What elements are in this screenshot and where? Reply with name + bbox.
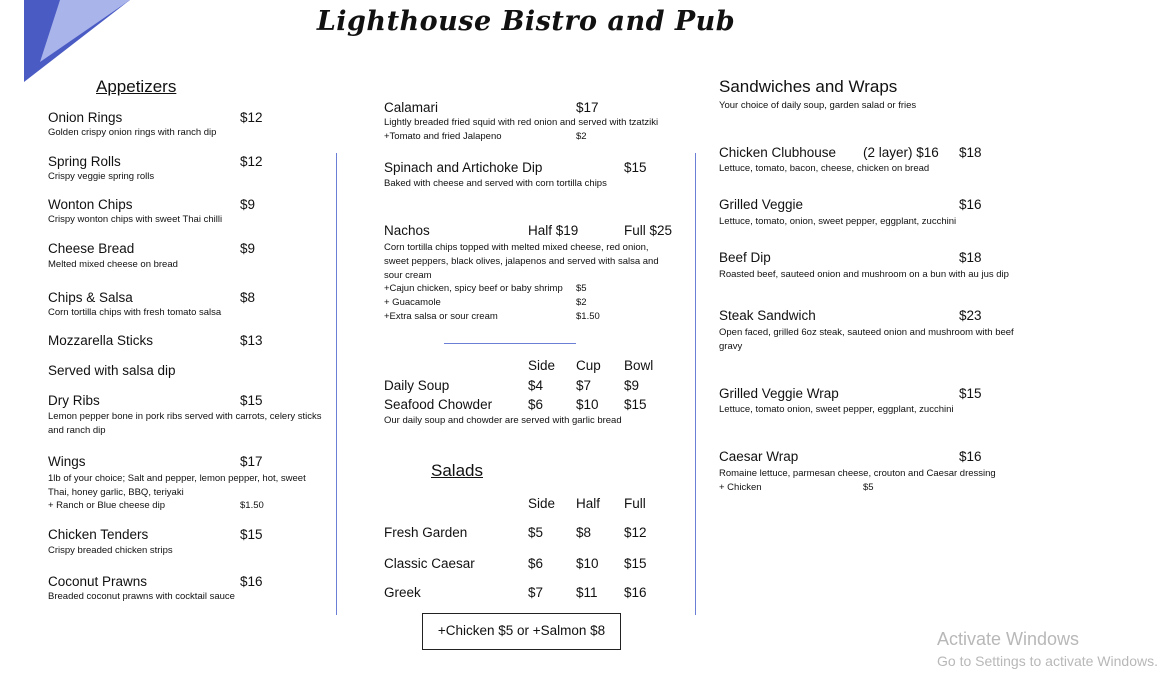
- item-description: Lettuce, tomato, bacon, cheese, chicken on bread: [719, 163, 930, 174]
- item-price: $7: [528, 585, 544, 600]
- item-name: Seafood Chowder: [384, 397, 493, 412]
- addon-price: $2: [576, 131, 587, 142]
- item-name: Classic Caesar: [384, 556, 475, 571]
- item-description: Lettuce, tomato, onion, sweet pepper, eggplant, zucchini: [719, 216, 957, 227]
- soup-note: Our daily soup and chowder are served with garlic bread: [384, 415, 622, 426]
- item-price: $10: [576, 397, 599, 412]
- item-name: Fresh Garden: [384, 525, 468, 540]
- addon-label: + Ranch or Blue cheese dip: [48, 500, 165, 511]
- item-price: $15: [624, 556, 647, 571]
- sandwiches-subheading: Your choice of daily soup, garden salad or fries: [719, 100, 917, 111]
- salad-addon-box: +Chicken $5 or +Salmon $8: [422, 613, 621, 650]
- item-name: Beef Dip: [719, 250, 771, 265]
- item-description: Breaded coconut prawns with cocktail sauce: [48, 591, 235, 602]
- item-name: Chicken Tenders: [48, 527, 149, 542]
- item-name: Chips & Salsa: [48, 290, 133, 305]
- page-title: Lighthouse Bistro and Pub: [316, 6, 736, 37]
- item-name: Greek: [384, 585, 421, 600]
- item-name: Steak Sandwich: [719, 308, 816, 323]
- item-name: Calamari: [384, 100, 439, 115]
- item-name: Chicken Clubhouse: [719, 145, 837, 160]
- item-price: $9: [240, 197, 256, 212]
- item-name: Mozzarella Sticks: [48, 333, 154, 348]
- item-description: Corn tortilla chips with fresh tomato salsa: [48, 307, 222, 318]
- item-price-half: Half $19: [528, 223, 579, 238]
- item-price: $6: [528, 397, 544, 412]
- item-name: Daily Soup: [384, 378, 450, 393]
- addon-label: + Chicken: [719, 482, 762, 493]
- item-price: $17: [576, 100, 599, 115]
- item-price: $17: [240, 454, 263, 469]
- section-divider: [444, 343, 576, 344]
- item-price: $16: [624, 585, 647, 600]
- item-price: $15: [240, 527, 263, 542]
- column-header: Half: [576, 496, 601, 511]
- item-description: Roasted beef, sauteed onion and mushroom on a bun with au jus dip: [719, 269, 1009, 280]
- addon-price: $1.50: [576, 311, 600, 322]
- column-divider: [695, 153, 696, 615]
- item-price-full: Full $25: [624, 223, 673, 238]
- item-price: $12: [624, 525, 647, 540]
- item-description: 1lb of your choice; Salt and pepper, lemon pepper, hot, sweet Thai, honey garlic, BBQ, teriyaki: [48, 473, 306, 498]
- sandwiches-heading: Sandwiches and Wraps: [719, 77, 898, 96]
- item-price: $4: [528, 378, 544, 393]
- activation-watermark-subtitle: Go to Settings to activate Windows.: [937, 653, 1158, 669]
- item-description: Lettuce, tomato onion, sweet pepper, eggplant, zucchini: [719, 404, 954, 415]
- item-description: Melted mixed cheese on bread: [48, 259, 178, 270]
- activation-watermark-title: Activate Windows: [937, 629, 1080, 649]
- addon-label: + Guacamole: [384, 297, 441, 308]
- addon-price: $5: [863, 482, 874, 493]
- addon-label: +Extra salsa or sour cream: [384, 311, 498, 322]
- item-name: Grilled Veggie Wrap: [719, 386, 839, 401]
- item-price: $16: [959, 197, 982, 212]
- item-name: Wings: [48, 454, 86, 469]
- item-description: Crispy wonton chips with sweet Thai chilli: [48, 214, 223, 225]
- item-description: Golden crispy onion rings with ranch dip: [48, 127, 217, 138]
- item-price: $6: [528, 556, 544, 571]
- column-divider: [336, 153, 337, 615]
- item-price: $16: [959, 449, 982, 464]
- item-description: Romaine lettuce, parmesan cheese, crouton and Caesar dressing: [719, 468, 996, 479]
- item-price: $16: [240, 574, 263, 589]
- item-name: Caesar Wrap: [719, 449, 799, 464]
- column-header: Side: [528, 358, 556, 373]
- item-price: $8: [576, 525, 592, 540]
- item-price: $13: [240, 333, 263, 348]
- item-description: Baked with cheese and served with corn tortilla chips: [384, 178, 607, 189]
- item-price: $15: [624, 160, 647, 175]
- salads-heading: Salads: [431, 461, 483, 480]
- item-description: Crispy veggie spring rolls: [48, 171, 155, 182]
- item-price: $9: [240, 241, 256, 256]
- addon-price: $2: [576, 297, 587, 308]
- column-header: Full: [624, 496, 646, 511]
- item-price: $5: [528, 525, 544, 540]
- item-name: Nachos: [384, 223, 430, 238]
- item-name: Grilled Veggie: [719, 197, 804, 212]
- item-name: Cheese Bread: [48, 241, 135, 256]
- item-price: $11: [576, 585, 598, 600]
- item-price: $12: [240, 154, 263, 169]
- item-price: $8: [240, 290, 256, 305]
- addon-price: $1.50: [240, 500, 264, 511]
- item-name: Onion Rings: [48, 110, 123, 125]
- column-header: Cup: [576, 358, 601, 373]
- appetizers-heading: Appetizers: [96, 77, 177, 96]
- item-name: Wonton Chips: [48, 197, 133, 212]
- item-price: $23: [959, 308, 982, 323]
- addon-label: +Cajun chicken, spicy beef or baby shrimp: [384, 283, 563, 294]
- item-description: Crispy breaded chicken strips: [48, 545, 173, 556]
- item-price: $12: [240, 110, 263, 125]
- item-price: $15: [624, 397, 647, 412]
- item-description: Lightly breaded fried squid with red onion and served with tzatziki: [384, 117, 659, 128]
- item-price: $15: [959, 386, 982, 401]
- item-price: $15: [240, 393, 263, 408]
- addon-price: $5: [576, 283, 587, 294]
- item-price: $7: [576, 378, 592, 393]
- item-price-extra: (2 layer) $16: [863, 145, 939, 160]
- item-name: Dry Ribs: [48, 393, 100, 408]
- item-name: Coconut Prawns: [48, 574, 148, 589]
- item-name: Served with salsa dip: [48, 363, 176, 378]
- item-price: $18: [959, 250, 982, 265]
- item-price: $18: [959, 145, 982, 160]
- column-header: Side: [528, 496, 556, 511]
- column-header: Bowl: [624, 358, 654, 373]
- item-price: $10: [576, 556, 599, 571]
- item-description: Open faced, grilled 6oz steak, sauteed onion and mushroom with beef gravy: [719, 327, 1014, 352]
- item-price: $9: [624, 378, 640, 393]
- item-name: Spring Rolls: [48, 154, 121, 169]
- item-description: Corn tortilla chips topped with melted mixed cheese, red onion, sweet peppers, black olives, jalapenos and served with salsa and sour cream: [384, 242, 659, 281]
- item-name: Spinach and Artichoke Dip: [384, 160, 543, 175]
- item-description: Lemon pepper bone in pork ribs served with carrots, celery sticks and ranch dip: [48, 411, 322, 436]
- addon-label: +Tomato and fried Jalapeno: [384, 131, 502, 142]
